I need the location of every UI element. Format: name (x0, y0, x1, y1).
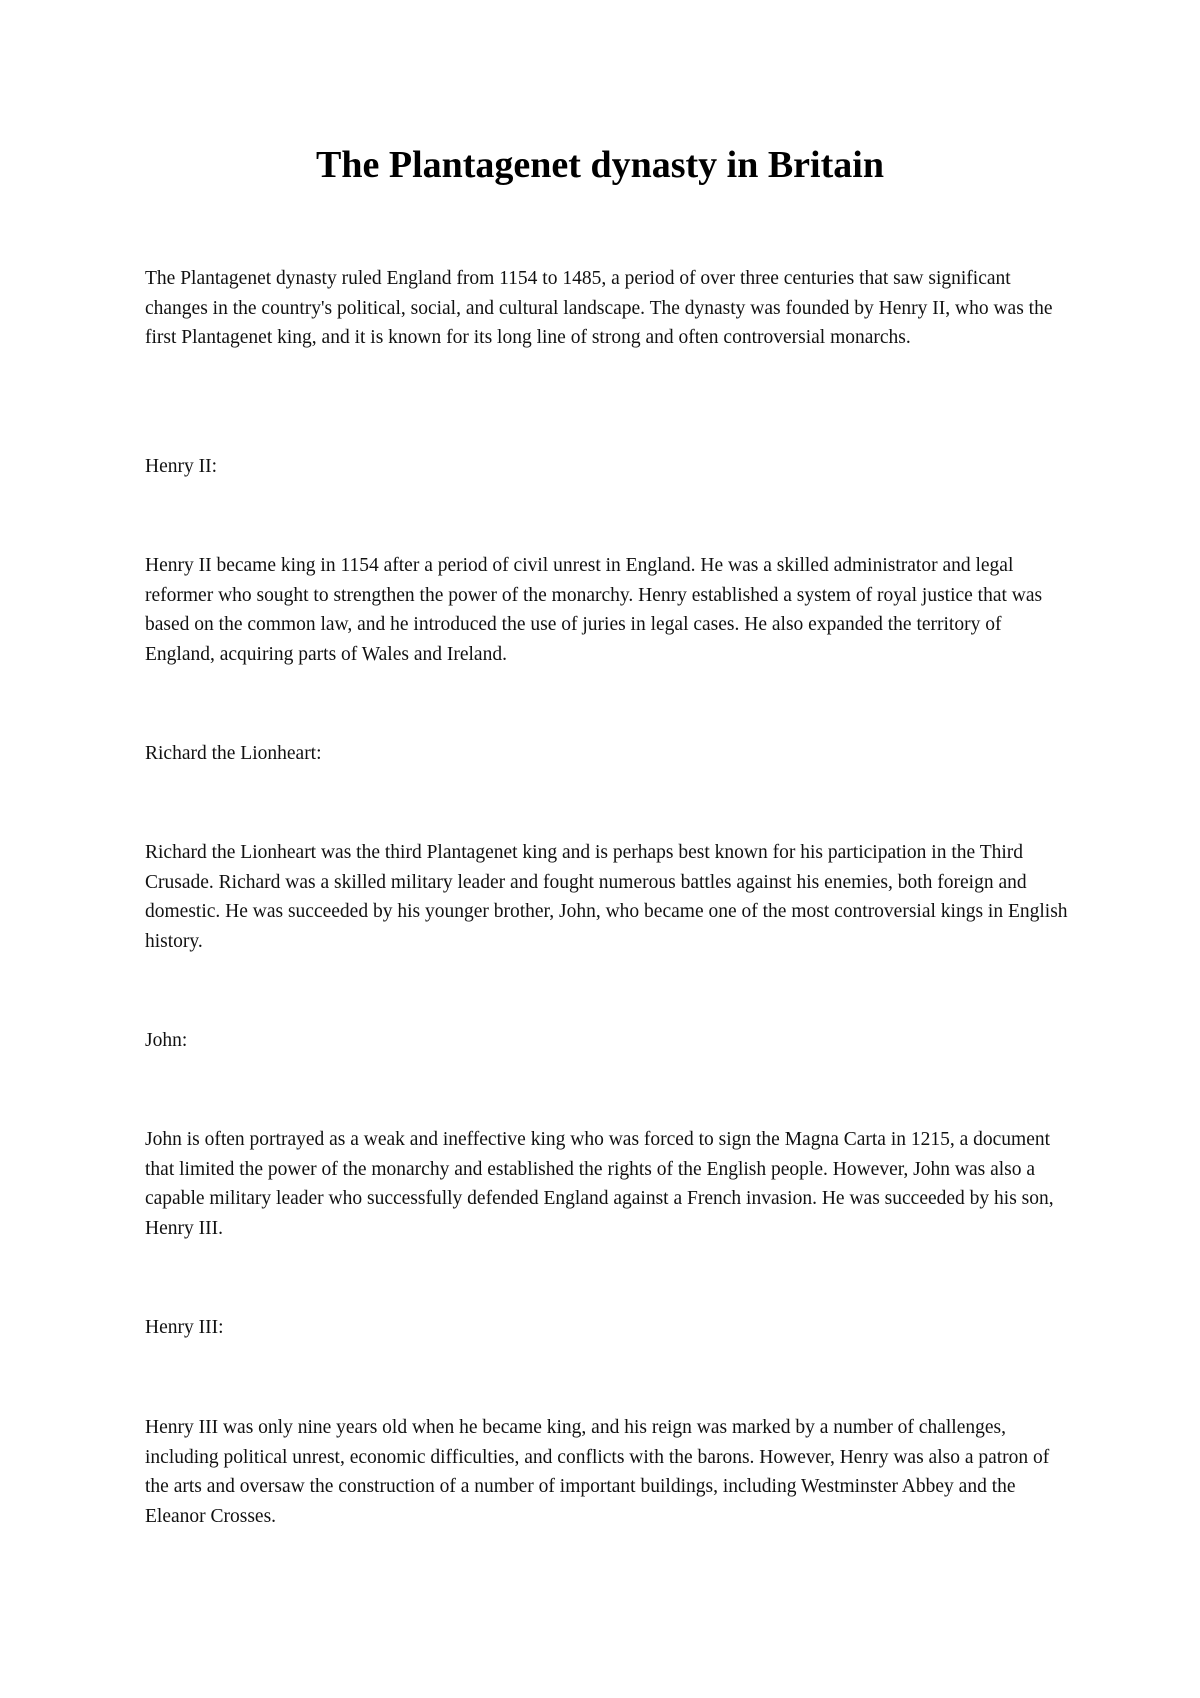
intro-paragraph: The Plantagenet dynasty ruled England from 1154 to 1485, a period of over three centuries that saw significant changes in the country's political, social, and cultural landscape. The dynasty was founded by Henry II, who was the first Plantagenet king, and it is known for its long line of strong and often controversial monarchs. (145, 268, 1053, 348)
document-title: The Plantagenet dynasty in Britain (316, 144, 884, 186)
section-heading-john: John: (145, 1030, 188, 1051)
section-paragraph-richard: Richard the Lionheart was the third Plantagenet king and is perhaps best known for his participation in the Third Crusade. Richard was a skilled military leader and fought numerous battles against his enemies, both foreign and domestic. He was succeeded by his younger brother, John, who became one of the most controversial kings in English history. (145, 842, 1068, 952)
section-paragraph-john: John is often portrayed as a weak and ineffective king who was forced to sign the Magna Carta in 1215, a document that limited the power of the monarchy and established the rights of the English people. However, John was also a capable military leader who successfully defended England against a French invasion. He was succeeded by his son, Henry III. (145, 1129, 1054, 1239)
section-heading-richard: Richard the Lionheart: (145, 743, 322, 764)
section-heading-henry-iii: Henry III: (145, 1317, 224, 1338)
section-heading-henry-ii: Henry II: (145, 456, 218, 477)
section-paragraph-henry-iii: Henry III was only nine years old when he became king, and his reign was marked by a number of challenges, including political unrest, economic difficulties, and conflicts with the barons. However, Henry was also a patron of the arts and oversaw the construction of a number of important buildings, including Westminster Abbey and the Eleanor Crosses. (145, 1417, 1050, 1527)
section-paragraph-henry-ii: Henry II became king in 1154 after a period of civil unrest in England. He was a skilled administrator and legal reformer who sought to strengthen the power of the monarchy. Henry established a system of royal justice that was based on the common law, and he introduced the use of juries in legal cases. He also expanded the territory of England, acquiring parts of Wales and Ireland. (145, 555, 1043, 665)
